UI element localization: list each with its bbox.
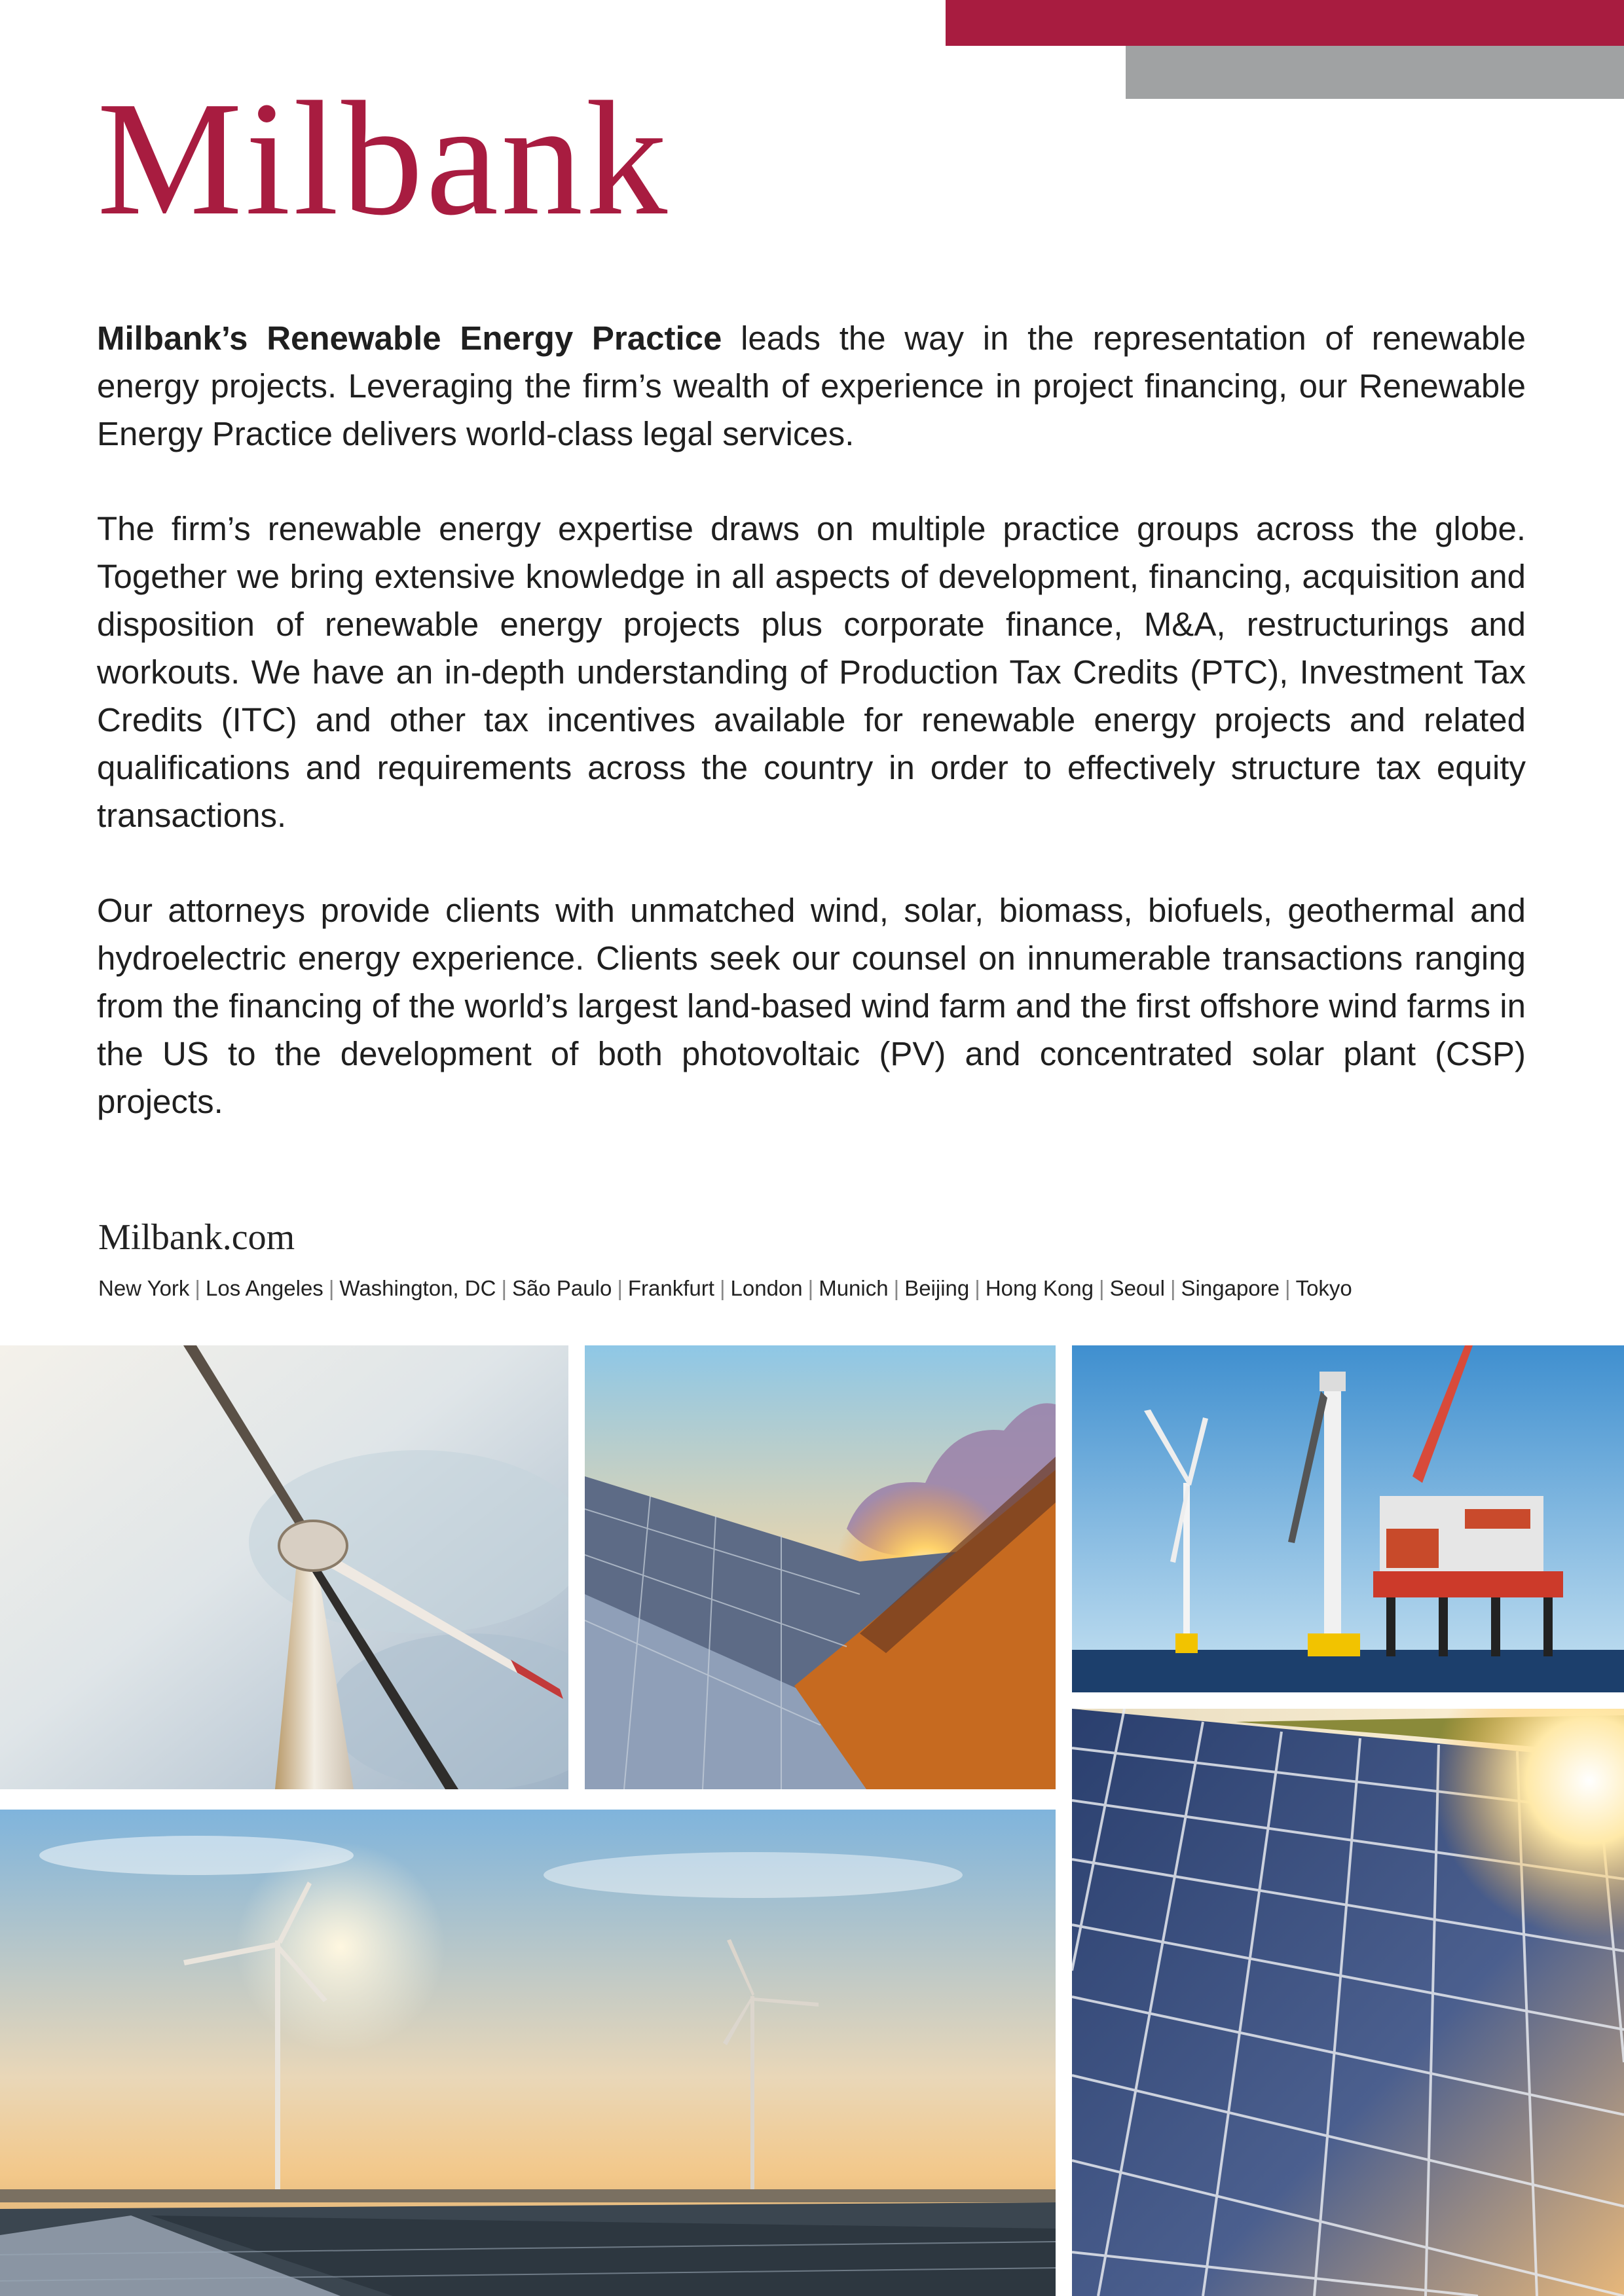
solar-panels-sunset-photo [585, 1345, 1056, 1789]
paragraph-experience: Our attorneys provide clients with unmatched wind, solar, biomass, biofuels, geothermal and hydroelectric energy experience. Clients seek our counsel on innumerable transactions ranging from the financing of the world’s largest land-based wind farm and the first offshore wind farms in the US to the development of both photovoltaic (PV) and concentrated solar plant (CSP) projects. [97, 892, 1526, 1120]
solar-panel-closeup-photo [1072, 1709, 1624, 2296]
office-name: London [730, 1276, 803, 1300]
office-name: Washington, DC [339, 1276, 496, 1300]
header-accent-bar-gray [1126, 46, 1624, 99]
office-name: São Paulo [512, 1276, 612, 1300]
office-name: Frankfurt [627, 1276, 714, 1300]
office-name: Beijing [904, 1276, 970, 1300]
wind-turbine-photo [0, 1345, 568, 1789]
office-name: Munich [819, 1276, 889, 1300]
intro-heading: Milbank’s Renewable Energy Practice [97, 319, 722, 357]
body-text [97, 314, 1526, 1173]
intro-text: leads the way in the representation of renewable energy projects. Leveraging the firm’s wealth of experience in project financing, our Renewable Energy Practice delivers world-class legal services. [97, 319, 1526, 452]
website-link[interactable]: Milbank.com [98, 1217, 295, 1258]
paragraph-expertise: The firm’s renewable energy expertise draws on multiple practice groups across the globe. Together we bring extensive knowledge in all aspects of development, financing, acquisition and disposition of renewable energy projects plus corporate finance, M&A, restructurings and workouts. We have an in-depth understanding of Production Tax Credits (PTC), Investment Tax Credits (ITC) and other tax incentives available for renewable energy projects and related qualifications and requirements across the country in order to effectively structure tax equity transactions. [97, 510, 1526, 834]
wind-and-solar-farm-photo [0, 1810, 1056, 2296]
office-name: Seoul [1109, 1276, 1165, 1300]
paragraph-intro [97, 314, 1526, 458]
office-name: Hong Kong [985, 1276, 1094, 1300]
office-name: Los Angeles [206, 1276, 323, 1300]
office-name: Singapore [1181, 1276, 1280, 1300]
offshore-wind-installation-photo [1072, 1345, 1624, 1692]
office-list: New York | Los Angeles | Washington, DC | São Paulo | Frankfurt | London | Munich | Beijing | Hong Kong | Seoul | Singapore | Tokyo [98, 1276, 1352, 1300]
header-accent-bar-crimson [946, 0, 1624, 46]
milbank-logo: Milbank [97, 68, 671, 249]
office-name: New York [98, 1276, 190, 1300]
office-name: Tokyo [1295, 1276, 1352, 1300]
